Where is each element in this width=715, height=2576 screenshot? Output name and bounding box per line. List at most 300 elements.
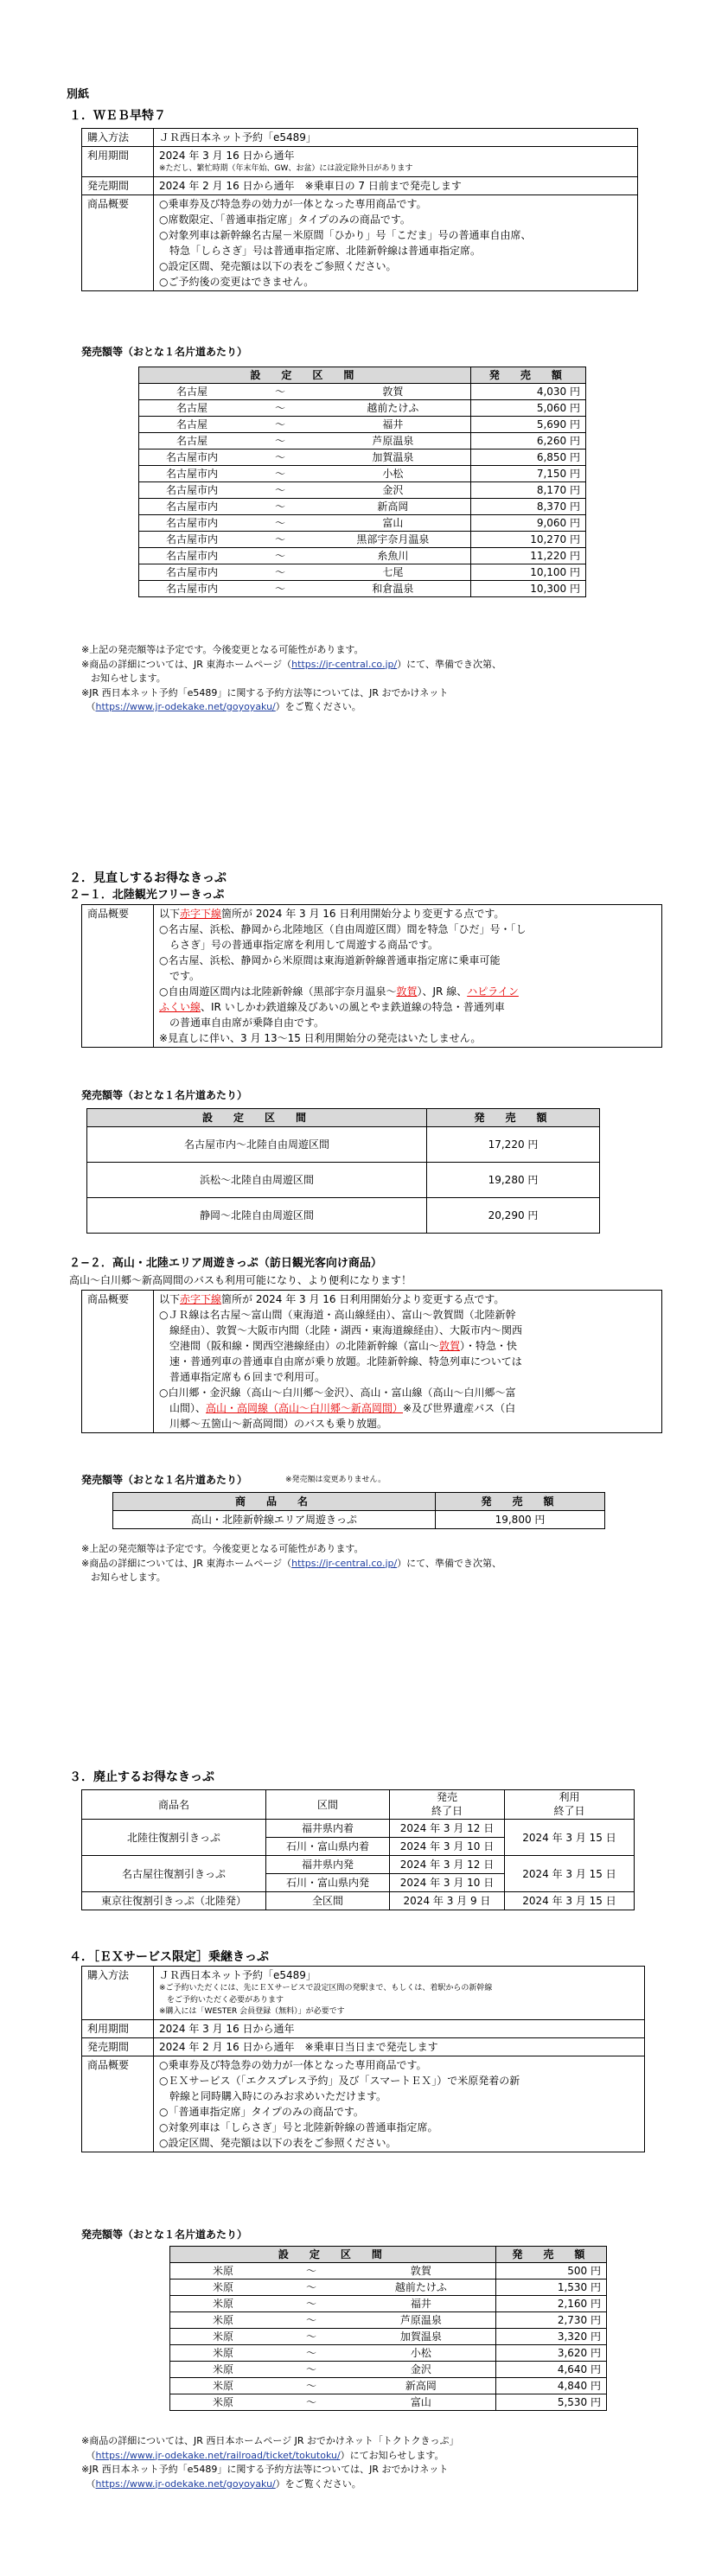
s2-2-line [159, 1291, 656, 1307]
s1-fare-row [139, 499, 586, 515]
s4-fare-row [170, 2329, 607, 2345]
s4-fare-from: 米原 [170, 2296, 277, 2312]
s4-fare-price: 2,730 円 [495, 2312, 606, 2329]
s1-fare-sep: 〜 [245, 515, 316, 532]
s2-1-fare-table [86, 1108, 600, 1234]
s1-fare-row [139, 433, 586, 450]
s4-info-row-line: ○「普通車指定席」タイプのみの商品です。 [159, 2105, 364, 2118]
s4-fare-from: 米原 [170, 2329, 277, 2345]
s1-fare-sep: 〜 [245, 384, 316, 400]
s4-fare-row [170, 2394, 607, 2411]
s4-fare-price: 5,530 円 [495, 2394, 606, 2411]
s4-fare-row [170, 2312, 607, 2329]
s4-info-row-value [154, 2019, 645, 2037]
s1-fare-sep: 〜 [245, 466, 316, 482]
s4-info-row-line: ○設定区間、発売額は以下の表をご参照ください。 [159, 2136, 397, 2149]
s1-info-row-line: ○設定区間、発売額は以下の表をご参照ください。 [159, 259, 397, 272]
s2-2-text: ○白川郷・金沢線（高山〜白川郷〜金沢）、高山・富山線（高山〜白川郷〜富 [159, 1387, 516, 1399]
s1-fare-price: 6,850 円 [470, 450, 585, 466]
s4-fare-price: 1,530 円 [495, 2280, 606, 2296]
s1-info-row-line: 特急「しらさぎ」号は普通車指定席、北陸新幹線は普通車指定席。 [159, 244, 482, 257]
s4-fare-row [170, 2296, 607, 2312]
s2-2-fare-head-price: 発 売 額 [436, 1493, 605, 1511]
s1-fare-row [139, 466, 586, 482]
s4-info-row [82, 1967, 645, 2020]
s4-fare-to: 新高岡 [347, 2378, 495, 2394]
s3-head-sale-1: 発売 [436, 1791, 457, 1803]
s2-2-fare-name: 高山・北陸新幹線エリア周遊きっぷ [113, 1511, 436, 1529]
s2-1-line [159, 1015, 656, 1030]
s1-fare-from: 名古屋市内 [139, 532, 246, 548]
s1-note [81, 643, 686, 658]
s1-fare-price: 9,060 円 [470, 515, 585, 532]
s2-2-fare-caption: 発売額等（おとな１名片道あたり） [81, 1474, 248, 1486]
s1-fare-from: 名古屋市内 [139, 499, 246, 515]
s2-2-text: 普通車指定席も６回まで利用可。 [159, 1371, 326, 1383]
s4-fare-from: 米原 [170, 2394, 277, 2411]
s4-note [81, 2449, 704, 2464]
s2-2-line [159, 1400, 656, 1416]
s3-head-area: 区間 [266, 1790, 390, 1820]
s1-note-link[interactable]: https://www.jr-odekake.net/goyoyaku/ [95, 701, 276, 712]
s2-2-line [159, 1307, 656, 1323]
s1-note-text: ）をご覧ください。 [275, 701, 361, 712]
s1-note-text: ※上記の発売額等は予定です。今後変更となる可能性があります。 [81, 644, 364, 655]
s1-fare-from: 名古屋市内 [139, 482, 246, 499]
s1-info-row-line: ※ただし、繁忙時期（年末年始、GW、お盆）には設定除外日があります [159, 164, 413, 173]
s3-head-use-2: 終了日 [553, 1804, 585, 1817]
s1-fare-from: 名古屋 [139, 400, 246, 417]
s1-fare-price: 6,260 円 [470, 433, 585, 450]
s3-head-sale [390, 1790, 505, 1820]
s2-note-text: ）にて、準備でき次第、 [397, 1557, 501, 1569]
s1-fare-price: 10,270 円 [470, 532, 585, 548]
s4-fare-table [169, 2246, 607, 2411]
s1-fare-sep: 〜 [245, 433, 316, 450]
s2-1-fare-caption: 発売額等（おとな１名片道あたり） [81, 1089, 248, 1101]
s2-notes [81, 1542, 686, 1585]
s2-2-fare-table [112, 1492, 605, 1529]
section-3-title: ３．廃止するお得なきっぷ [69, 1770, 214, 1784]
s4-fare-row [170, 2280, 607, 2296]
s1-fare-price: 10,300 円 [470, 581, 585, 597]
s1-fare-to: 芦原温泉 [316, 433, 470, 450]
s4-info-row-label: 発売期間 [82, 2037, 154, 2056]
s2-1-text: ）、JR 線、 [417, 985, 468, 998]
s4-info-row-line: ○ＥＸサービス（「エクスプレス予約」及び「スマートＥＸ」）で米原発着の新 [159, 2074, 520, 2087]
s1-info-row [82, 176, 638, 194]
s1-fare-price: 5,690 円 [470, 417, 585, 433]
s4-fare-sep: 〜 [276, 2378, 347, 2394]
s3-area: 福井県内発 [266, 1856, 390, 1874]
s4-note [81, 2477, 704, 2492]
s2-2-highlight: 高山・高岡線（高山〜白川郷〜新高岡間） [206, 1402, 404, 1414]
s1-fare-row [139, 417, 586, 433]
s4-fare-row [170, 2345, 607, 2362]
s1-note-text: ※商品の詳細については、JR 東海ホームページ（ [81, 658, 292, 670]
s1-notes [81, 643, 686, 715]
s1-info-row-label: 発売期間 [82, 176, 154, 194]
s2-1-fare-row [87, 1127, 600, 1163]
s2-1-highlight: ハピライン [467, 985, 519, 998]
s1-info-row-line: 2024 年 2 月 16 日から通年 ※乗車日の 7 日前まで発売します [159, 179, 462, 192]
s1-note-text: ※JR 西日本ネット予約「e5489」に関する予約方法等については、JR おでかけネット [81, 686, 449, 698]
s1-info-row-label: 商品概要 [82, 194, 154, 290]
s4-fare-from: 米原 [170, 2312, 277, 2329]
s1-fare-from: 名古屋 [139, 433, 246, 450]
s3-table [81, 1789, 635, 1910]
s2-2-text: 空港間（阪和線・関西空港線経由）の北陸新幹線（富山〜 [159, 1340, 440, 1352]
s4-info-row-label: 購入方法 [82, 1967, 154, 2020]
s2-2-text: ○ＪＲ線は名古屋〜富山間（東海道・高山線経由）、富山〜敦賀間（北陸新幹 [159, 1309, 516, 1321]
s2-note [81, 1542, 686, 1557]
s2-2-line [159, 1385, 656, 1400]
s2-2-label: 商品概要 [82, 1291, 154, 1433]
s1-info-row-line: ○席数限定、「普通車指定席」タイプのみの商品です。 [159, 213, 411, 226]
s4-fare-to: 金沢 [347, 2362, 495, 2378]
s1-fare-to: 和倉温泉 [316, 581, 470, 597]
s4-info-row-line: 2024 年 2 月 16 日から通年 ※乗車日当日まで発売します [159, 2040, 438, 2053]
s2-1-line [159, 937, 656, 953]
s4-fare-price: 4,640 円 [495, 2362, 606, 2378]
s2-2-lead: 高山〜白川郷〜新高岡間のバスも利用可能になり、より便利になります！ [69, 1274, 412, 1286]
s3-sale-end: 2024 年 3 月 12 日 [390, 1820, 505, 1838]
s4-note-text: （ [81, 2449, 96, 2461]
s3-head-sale-2: 終了日 [431, 1804, 463, 1817]
s1-fare-from: 名古屋 [139, 417, 246, 433]
s2-2-line [159, 1323, 656, 1338]
s2-note-text: ※商品の詳細については、JR 東海ホームページ（ [81, 1557, 292, 1569]
s4-note-text: ）をご覧ください。 [275, 2477, 361, 2490]
s1-note [81, 658, 686, 673]
s2-2-text: 以下 [159, 1293, 181, 1305]
s2-2-line [159, 1416, 656, 1431]
s4-fare-from: 米原 [170, 2345, 277, 2362]
s1-fare-price: 7,150 円 [470, 466, 585, 482]
s1-fare-row [139, 564, 586, 581]
s4-note-text: ※商品の詳細については、JR 西日本ホームページ JR おでかけネット「トクトクきっぷ」 [81, 2435, 459, 2446]
s2-1-line [159, 968, 656, 984]
s2-1-line [159, 906, 656, 921]
s4-fare-to: 越前たけふ [347, 2280, 495, 2296]
s2-1-text: ※見直しに伴い、3 月 13〜15 日利用開始分の発売はいたしません。 [159, 1032, 482, 1044]
s1-fare-to: 加賀温泉 [316, 450, 470, 466]
s3-area: 石川・富山県内着 [266, 1838, 390, 1856]
s2-2-info-table [81, 1290, 662, 1433]
s2-1-info-table [81, 904, 662, 1048]
s2-2-line [159, 1338, 656, 1354]
s1-fare-to: 新高岡 [316, 499, 470, 515]
s1-info-row-line: ○乗車券及び特急券の効力が一体となった専用商品です。 [159, 197, 427, 210]
s2-1-text: 以下 [159, 908, 181, 920]
s3-area: 全区間 [266, 1892, 390, 1910]
s2-1-text: ○名古屋、浜松、静岡から米原間は東海道新幹線普通車指定席に乗車可能 [159, 954, 501, 966]
s1-fare-from: 名古屋市内 [139, 548, 246, 564]
s2-1-fare-section: 静岡〜北陸自由周遊区間 [87, 1198, 427, 1234]
s2-2-text: ）・特急・快 [460, 1340, 518, 1352]
s1-fare-from: 名古屋市内 [139, 450, 246, 466]
s4-info-row-line: ※ご予約いただくには、先にＥＸサービスで設定区間の発駅まで、もしくは、着駅からの新幹線 [159, 1984, 493, 1993]
s4-info-row-line: 2024 年 3 月 16 日から通年 [159, 2022, 295, 2035]
s2-1-fare-row [87, 1198, 600, 1234]
s2-1-label: 商品概要 [82, 905, 154, 1048]
s2-1-line [159, 953, 656, 968]
s2-2-text: 川郷〜五箇山〜新高岡間）のバスも乗り放題。 [159, 1418, 388, 1430]
s2-1-fare-head-section: 設 定 区 間 [87, 1109, 427, 1127]
s1-fare-to: 富山 [316, 515, 470, 532]
s4-fare-sep: 〜 [276, 2263, 347, 2280]
s1-fare-table [138, 367, 586, 597]
s4-fare-price: 2,160 円 [495, 2296, 606, 2312]
s1-fare-row [139, 515, 586, 532]
s4-fare-from: 米原 [170, 2362, 277, 2378]
s1-fare-row [139, 532, 586, 548]
s4-fare-to: 福井 [347, 2296, 495, 2312]
s1-info-row [82, 147, 638, 177]
s1-fare-sep: 〜 [245, 400, 316, 417]
s4-fare-price: 3,320 円 [495, 2329, 606, 2345]
s4-info-row-value [154, 2056, 645, 2152]
s1-fare-price: 5,060 円 [470, 400, 585, 417]
s1-fare-price: 10,100 円 [470, 564, 585, 581]
s4-fare-to: 芦原温泉 [347, 2312, 495, 2329]
s2-2-line [159, 1369, 656, 1385]
s4-fare-from: 米原 [170, 2263, 277, 2280]
s4-notes [81, 2434, 704, 2491]
section-1-title: １．ＷＥＢ早特７ [69, 109, 166, 123]
s4-info-row-line: 幹線と同時購入時にのみお求めいただけます。 [159, 2089, 387, 2102]
s4-info-row [82, 2037, 645, 2056]
s4-fare-head-price: 発 売 額 [495, 2247, 606, 2263]
s3-use-end: 2024 年 3 月 15 日 [505, 1856, 635, 1892]
s2-2-highlight: 敦賀 [439, 1340, 461, 1352]
s3-head-use-1: 利用 [559, 1791, 580, 1803]
s4-info-row-line: ○対象列車は「しらさぎ」号と北陸新幹線の普通車指定席。 [159, 2120, 438, 2133]
s4-fare-sep: 〜 [276, 2312, 347, 2329]
attachment-label: 別紙 [67, 88, 90, 101]
s1-fare-price: 11,220 円 [470, 548, 585, 564]
s3-row [82, 1856, 635, 1874]
s3-sale-end: 2024 年 3 月 12 日 [390, 1856, 505, 1874]
s2-note-text: ※上記の発売額等は予定です。今後変更となる可能性があります。 [81, 1543, 364, 1554]
s2-1-highlight: 赤字下線 [180, 908, 222, 920]
s1-fare-row [139, 581, 586, 597]
s4-info-row [82, 2019, 645, 2037]
s2-1-fare-row [87, 1163, 600, 1198]
s4-fare-to: 敦賀 [347, 2263, 495, 2280]
s1-fare-to: 越前たけふ [316, 400, 470, 417]
s2-2-text: 線経由）、敦賀〜大阪市内間（北陸・湖西・東海道線経由）、大阪市内〜関西 [159, 1324, 523, 1336]
s2-1-line [159, 921, 656, 937]
s4-fare-sep: 〜 [276, 2394, 347, 2411]
s1-fare-row [139, 384, 586, 400]
s1-fare-price: 8,370 円 [470, 499, 585, 515]
s4-fare-sep: 〜 [276, 2345, 347, 2362]
s4-info-row-label: 商品概要 [82, 2056, 154, 2152]
s4-fare-to: 富山 [347, 2394, 495, 2411]
s2-1-fare-section: 浜松〜北陸自由周遊区間 [87, 1163, 427, 1198]
s4-info-row-line: をご予約いただく必要があります [159, 1995, 284, 2005]
s4-note [81, 2434, 704, 2449]
s3-use-end: 2024 年 3 月 15 日 [505, 1820, 635, 1856]
s2-1-text: ○自由周遊区間内は北陸新幹線（黒部宇奈月温泉〜 [159, 985, 397, 998]
s1-fare-to: 黒部宇奈月温泉 [316, 532, 470, 548]
s2-2-text: ※及び世界遺産バス（白 [403, 1402, 516, 1414]
s4-note-text: ）にてお知らせします。 [340, 2449, 444, 2461]
s1-fare-to: 敦賀 [316, 384, 470, 400]
s2-1-body [154, 905, 662, 1048]
s1-info-row-label: 購入方法 [82, 129, 154, 147]
s4-note-text: （ [81, 2477, 96, 2490]
s1-fare-row [139, 482, 586, 499]
s1-fare-row [139, 400, 586, 417]
s1-fare-from: 名古屋市内 [139, 466, 246, 482]
s2-1-line [159, 999, 656, 1015]
s2-2-fare-note: ※発売額は変更ありません。 [285, 1476, 386, 1484]
s1-info-row-line: 2024 年 3 月 16 日から通年 [159, 150, 295, 162]
s1-fare-sep: 〜 [245, 548, 316, 564]
s3-area: 石川・富山県内発 [266, 1874, 390, 1892]
s1-info-row [82, 194, 638, 290]
s1-fare-row [139, 548, 586, 564]
s3-sale-end: 2024 年 3 月 10 日 [390, 1838, 505, 1856]
s4-note-link[interactable]: https://www.jr-odekake.net/railroad/ticket/tokutoku/ [95, 2449, 341, 2461]
s3-head-name: 商品名 [82, 1790, 266, 1820]
s2-1-line [159, 984, 656, 999]
s2-2-text: 箇所が 2024 年 3 月 16 日利用開始分より変更する点です。 [221, 1293, 505, 1305]
s1-info-row [82, 129, 638, 147]
s1-fare-to: 小松 [316, 466, 470, 482]
s4-fare-price: 4,840 円 [495, 2378, 606, 2394]
s4-fare-price: 500 円 [495, 2263, 606, 2280]
s2-2-text: 山間）、 [159, 1402, 207, 1414]
s4-info-row-line: ＪＲ西日本ネット予約「e5489」 [159, 1969, 316, 1981]
s2-2-text: 速・普通列車の普通車自由席が乗り放題。北陸新幹線、特急列車については [159, 1355, 522, 1368]
s1-fare-to: 福井 [316, 417, 470, 433]
s4-fare-sep: 〜 [276, 2362, 347, 2378]
s2-1-fare-price: 20,290 円 [427, 1198, 600, 1234]
s3-area: 福井県内着 [266, 1820, 390, 1838]
s2-1-line [159, 1030, 656, 1046]
s1-info-row-value [154, 176, 638, 194]
s3-sale-end: 2024 年 3 月 10 日 [390, 1874, 505, 1892]
s4-fare-caption: 発売額等（おとな１名片道あたり） [81, 2228, 248, 2241]
s1-note [81, 700, 686, 715]
s1-fare-to: 糸魚川 [316, 548, 470, 564]
s2-note [81, 1571, 686, 1585]
s2-1-highlight: ふくい線 [159, 1001, 201, 1013]
s4-info-row-line: ※購入には「WESTER 会員登録（無料）」が必要です [159, 2007, 345, 2016]
s3-name: 北陸往復割引きっぷ [82, 1820, 266, 1856]
s1-note-text: お知らせします。 [81, 673, 166, 684]
s4-fare-price: 3,620 円 [495, 2345, 606, 2362]
s1-fare-price: 8,170 円 [470, 482, 585, 499]
s1-info-row-line: ○ご予約後の変更はできません。 [159, 275, 315, 288]
s3-use-end: 2024 年 3 月 15 日 [505, 1892, 635, 1910]
section-2-2-title: ２−２．高山・北陸エリア周遊きっぷ（訪日観光客向け商品） [69, 1257, 382, 1270]
s4-fare-sep: 〜 [276, 2296, 347, 2312]
s1-fare-head-section: 設 定 区 間 [139, 367, 471, 384]
s1-note-link[interactable]: https://jr-central.co.jp/ [291, 658, 398, 670]
s4-info-row-value [154, 1967, 645, 2020]
s3-row [82, 1820, 635, 1838]
s1-fare-sep: 〜 [245, 532, 316, 548]
s4-info-row-label: 利用期間 [82, 2019, 154, 2037]
s2-2-body [154, 1291, 662, 1433]
s1-info-row-value [154, 194, 638, 290]
s1-fare-from: 名古屋市内 [139, 564, 246, 581]
s4-fare-row [170, 2263, 607, 2280]
s4-info-row [82, 2056, 645, 2152]
s1-fare-head-price: 発 売 額 [470, 367, 585, 384]
s2-2-fare-head-name: 商 品 名 [113, 1493, 436, 1511]
s1-fare-sep: 〜 [245, 417, 316, 433]
s2-1-fare-section: 名古屋市内〜北陸自由周遊区間 [87, 1127, 427, 1163]
s1-info-table [81, 128, 638, 291]
s2-2-line [159, 1354, 656, 1369]
s4-info-row-line: ○乗車券及び特急券の効力が一体となった専用商品です。 [159, 2058, 427, 2071]
s1-fare-sep: 〜 [245, 581, 316, 597]
s4-note-link[interactable]: https://www.jr-odekake.net/goyoyaku/ [95, 2477, 276, 2490]
s4-note [81, 2463, 704, 2477]
s2-1-text: らさぎ」号の普通車指定席を利用して周遊する商品です。 [159, 939, 439, 951]
s1-fare-sep: 〜 [245, 482, 316, 499]
s2-1-highlight: 敦賀 [396, 985, 418, 998]
s4-info-row-value [154, 2037, 645, 2056]
s2-1-text: です。 [159, 970, 201, 982]
s3-row [82, 1892, 635, 1910]
s1-fare-to: 七尾 [316, 564, 470, 581]
s4-info-table [81, 1966, 645, 2152]
s4-fare-head-section: 設 定 区 間 [170, 2247, 496, 2263]
s4-fare-from: 米原 [170, 2280, 277, 2296]
s3-name: 東京往復割引きっぷ（北陸発） [82, 1892, 266, 1910]
s2-2-fare-price: 19,800 円 [436, 1511, 605, 1529]
s4-fare-row [170, 2362, 607, 2378]
s2-note-link[interactable]: https://jr-central.co.jp/ [291, 1557, 398, 1569]
s4-fare-sep: 〜 [276, 2280, 347, 2296]
s2-note [81, 1557, 686, 1572]
s1-info-row-line: ○対象列車は新幹線名古屋－米原間「ひかり」号「こだま」号の普通車自由席、 [159, 228, 532, 241]
s1-fare-from: 名古屋市内 [139, 515, 246, 532]
s2-note-text: お知らせします。 [81, 1572, 166, 1583]
s4-fare-to: 加賀温泉 [347, 2329, 495, 2345]
s1-fare-sep: 〜 [245, 499, 316, 515]
section-2-title: ２．見直しするお得なきっぷ [69, 871, 227, 885]
s2-2-highlight: 赤字下線 [180, 1293, 222, 1305]
s2-1-fare-head-price: 発 売 額 [427, 1109, 600, 1127]
s1-info-row-line: ＪＲ西日本ネット予約「e5489」 [159, 131, 316, 143]
s1-note [81, 686, 686, 701]
s1-fare-price: 4,030 円 [470, 384, 585, 400]
section-2-1-title: ２−１．北陸観光フリーきっぷ [69, 889, 225, 902]
s1-fare-from: 名古屋 [139, 384, 246, 400]
s2-1-text: 箇所が 2024 年 3 月 16 日利用開始分より変更する点です。 [221, 908, 505, 920]
s2-1-text: の普通車自由席が乗降自由です。 [159, 1017, 325, 1029]
s1-info-row-label: 利用期間 [82, 147, 154, 177]
s3-head-use [505, 1790, 635, 1820]
s4-fare-sep: 〜 [276, 2329, 347, 2345]
s1-info-row-value [154, 129, 638, 147]
s1-note-text: （ [81, 701, 96, 712]
s1-note-text: ）にて、準備でき次第、 [397, 658, 501, 670]
s1-info-row-value [154, 147, 638, 177]
s2-1-text: ○名古屋、浜松、静岡から北陸地区（自由周遊区間）間を特急「ひだ」号・「し [159, 923, 527, 935]
s4-note-text: ※JR 西日本ネット予約「e5489」に関する予約方法等については、JR おでかけネット [81, 2464, 449, 2475]
section-4-title: ４．［ＥＸサービス限定］乗継きっぷ [69, 1950, 269, 1964]
s4-fare-to: 小松 [347, 2345, 495, 2362]
s1-fare-from: 名古屋市内 [139, 581, 246, 597]
